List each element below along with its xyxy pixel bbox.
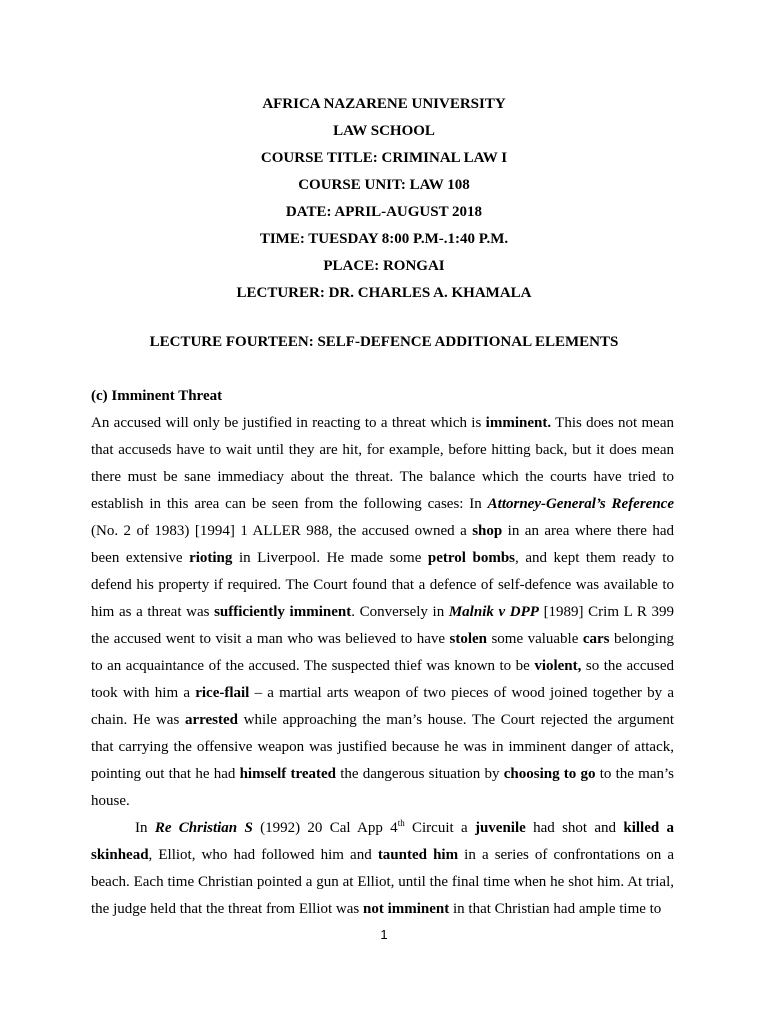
text-run: (No. 2 of 1983) [1994] 1 ALLER 988, the accused owned a: [91, 523, 473, 539]
text-run: so the accused took with him a: [91, 658, 674, 701]
text-run: in that Christian had ample time to: [449, 901, 662, 917]
emphasis-text: sufficiently imminent: [214, 604, 352, 620]
lecture-title: LECTURE FOURTEEN: SELF-DEFENCE ADDITIONAL ELEMENTS: [149, 334, 619, 350]
text-run: . Conversely in: [351, 604, 449, 620]
university-name: AFRICA NAZARENE UNIVERSITY: [262, 96, 506, 112]
emphasis-text: choosing to go: [503, 766, 596, 782]
text-run: while approaching the man’s house. The Court rejected the argument that carrying the offensive weapon was justified because he was in imminent danger of attack, pointing out that he had: [91, 712, 674, 782]
school-name: LAW SCHOOL: [333, 123, 435, 139]
emphasis-text: cars: [582, 631, 610, 647]
emphasis-text: taunted him: [377, 847, 459, 863]
course-unit: COURSE UNIT: LAW 108: [298, 177, 470, 193]
body-text: [91, 410, 674, 923]
paragraph-re-christian-s: [91, 815, 674, 923]
superscript-text: th: [397, 818, 405, 828]
text-run: the dangerous situation by: [336, 766, 504, 782]
text-run: in an area where there had been extensive: [91, 523, 675, 566]
emphasis-text: arrested: [184, 712, 238, 728]
text-run: This does not mean that accuseds have to wait until they are hit, for example, before hitting back, but it does mean there must be sane immediacy about the threat. The balance which the courts have tried to establish in this area can be seen from the following cases: In: [91, 415, 674, 512]
emphasis-text: violent,: [534, 658, 582, 674]
emphasis-text: imminent.: [485, 415, 552, 431]
text-run: in a series of confrontations on a beach. Each time Christian pointed a gun at Elliot, until the final time when he shot him. At trial, the judge held that the threat from Elliot was: [91, 847, 674, 917]
lecturer-name: LECTURER: DR. CHARLES A. KHAMALA: [236, 285, 532, 301]
emphasis-text: himself treated: [239, 766, 336, 782]
text-run: [1989] Crim L R 399 the accused went to visit a man who was believed to have: [91, 604, 674, 647]
paragraph-imminent-threat: [91, 410, 674, 815]
case-name: Re Christian S: [154, 820, 253, 836]
text-run: had shot and: [525, 820, 624, 836]
emphasis-text: killed a skinhead: [91, 820, 675, 863]
emphasis-text: petrol bombs: [427, 550, 516, 566]
text-run: belonging to an acquaintance of the accused. The suspected thief was known to be: [91, 631, 674, 674]
case-name: Attorney-General’s Reference: [487, 496, 674, 512]
text-run: , Elliot, who had followed him and: [148, 847, 378, 863]
emphasis-text: juvenile: [474, 820, 526, 836]
document-header: [0, 91, 768, 307]
emphasis-text: rioting: [189, 550, 233, 566]
text-run: , and kept them ready to defend his property if required. The Court found that a defence of self-defence was available to him as a threat was: [91, 550, 674, 620]
page-number: 1: [380, 927, 388, 942]
text-run: – a martial arts weapon of two pieces of wood joined together by a chain. He was: [91, 685, 674, 728]
text-run: In: [135, 820, 155, 836]
course-place: PLACE: RONGAI: [323, 258, 445, 274]
section-heading: (c) Imminent Threat: [91, 388, 223, 404]
course-title: COURSE TITLE: CRIMINAL LAW I: [260, 150, 508, 166]
text-run: An accused will only be justified in reacting to a threat which is: [91, 415, 486, 431]
text-run: to the man’s house.: [91, 766, 674, 809]
emphasis-text: rice-flail: [195, 685, 250, 701]
course-time: TIME: TUESDAY 8:00 P.M-.1:40 P.M.: [259, 231, 509, 247]
text-run: some valuable: [486, 631, 583, 647]
emphasis-text: stolen: [449, 631, 487, 647]
emphasis-text: not imminent: [363, 901, 450, 917]
emphasis-text: shop: [472, 523, 503, 539]
text-run: in Liverpool. He made some: [232, 550, 428, 566]
text-run: Circuit a: [404, 820, 475, 836]
case-name: Malnik v DPP: [448, 604, 539, 620]
text-run: (1992) 20 Cal App 4: [252, 820, 398, 836]
course-date: DATE: APRIL-AUGUST 2018: [285, 204, 483, 220]
